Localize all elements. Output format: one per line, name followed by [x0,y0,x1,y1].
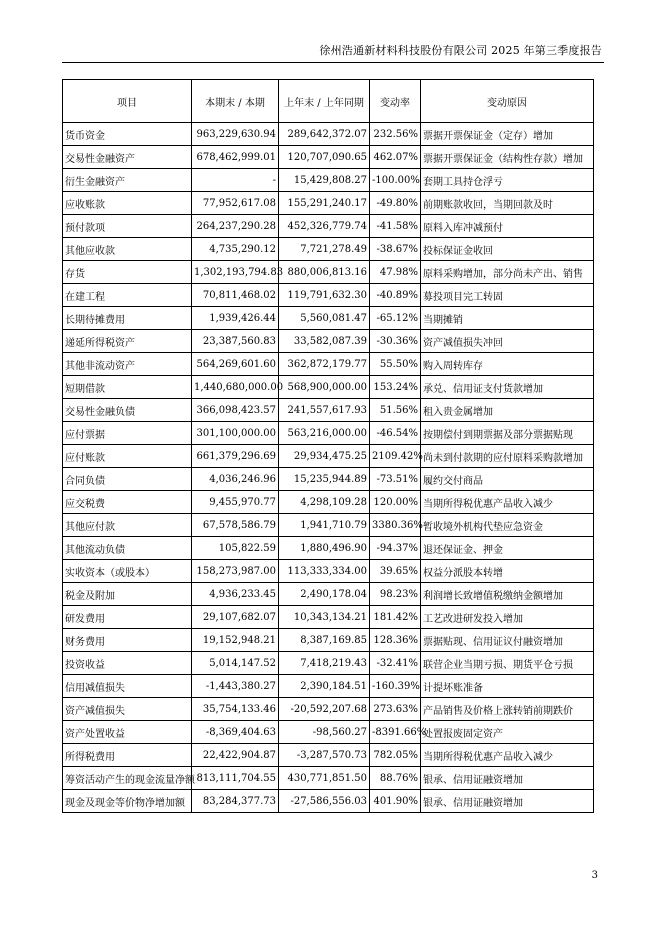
cell-current: 29,107,682.07 [192,606,279,629]
cell-prior: -98,560.27 [279,721,370,744]
table-header-row [63,80,594,123]
cell-reason: 工艺改进研发投入增加 [421,606,594,629]
financial-changes-table [62,79,594,813]
cell-prior: 29,934,475.25 [279,445,370,468]
table-row [63,422,594,445]
cell-prior: 33,582,087.39 [279,330,370,353]
column-header-item: 项目 [63,80,192,123]
cell-prior: 1,880,496.90 [279,537,370,560]
cell-prior: 155,291,240.17 [279,192,370,215]
cell-prior: 15,429,808.27 [279,169,370,192]
cell-reason: 购入周转库存 [421,353,594,376]
table-row [63,399,594,422]
cell-reason: 产品销售及价格上涨转销前期跌价 [421,698,594,721]
cell-reason: 利润增长致增值税缴纳金额增加 [421,583,594,606]
cell-current: 661,379,296.69 [192,445,279,468]
table-row [63,376,594,399]
table-row [63,123,594,146]
cell-prior: 7,418,219.43 [279,652,370,675]
cell-reason: 履约交付商品 [421,468,594,491]
cell-prior: -27,586,556.03 [279,790,370,813]
cell-current: -1,443,380.27 [192,675,279,698]
table-row [63,215,594,238]
cell-item: 其他应收款 [63,238,192,261]
cell-reason: 票据开票保证金（结构性存款）增加 [421,146,594,169]
table-row [63,238,594,261]
table-row [63,744,594,767]
cell-item: 预付款项 [63,215,192,238]
cell-change-rate: 2109.42% [370,445,421,468]
cell-reason: 募投项目完工转固 [421,284,594,307]
table-row [63,560,594,583]
cell-current: 301,100,000.00 [192,422,279,445]
cell-item: 信用减值损失 [63,675,192,698]
cell-item: 所得税费用 [63,744,192,767]
page-number: 3 [591,870,598,881]
cell-prior: 568,900,000.00 [279,376,370,399]
cell-current: 1,939,426.44 [192,307,279,330]
cell-prior: 241,557,617.93 [279,399,370,422]
table-row [63,606,594,629]
cell-item: 存货 [63,261,192,284]
table-row [63,445,594,468]
cell-reason: 暂收境外机构代垫应急资金 [421,514,594,537]
cell-change-rate: 782.05% [370,744,421,767]
table-body [63,123,594,813]
cell-item: 其他流动负债 [63,537,192,560]
cell-change-rate: 88.76% [370,767,421,790]
cell-change-rate: -65.12% [370,307,421,330]
cell-item: 交易性金融资产 [63,146,192,169]
cell-change-rate: 51.56% [370,399,421,422]
table-row [63,767,594,790]
cell-current: 158,273,987.00 [192,560,279,583]
cell-current: - [192,169,279,192]
cell-item: 应收账款 [63,192,192,215]
cell-change-rate: -40.89% [370,284,421,307]
table-row [63,192,594,215]
cell-item: 其他非流动资产 [63,353,192,376]
cell-current: 4,036,246.96 [192,468,279,491]
cell-item: 研发费用 [63,606,192,629]
cell-change-rate: 128.36% [370,629,421,652]
cell-change-rate: 55.50% [370,353,421,376]
cell-current: 1,440,680,000.00 [192,376,279,399]
cell-prior: 119,791,632.30 [279,284,370,307]
cell-item: 合同负债 [63,468,192,491]
cell-current: 813,111,704.55 [192,767,279,790]
column-header-change-rate: 变动率 [370,80,421,123]
cell-item: 长期待摊费用 [63,307,192,330]
cell-reason: 投标保证金收回 [421,238,594,261]
cell-reason: 按期偿付到期票据及部分票据贴现 [421,422,594,445]
cell-item: 资产减值损失 [63,698,192,721]
cell-change-rate: -30.36% [370,330,421,353]
cell-item: 现金及现金等价物净增加额 [63,790,192,813]
cell-current: 678,462,999.01 [192,146,279,169]
cell-prior: 880,006,813.16 [279,261,370,284]
cell-change-rate: 273.63% [370,698,421,721]
cell-change-rate: -94.37% [370,537,421,560]
cell-change-rate: 120.00% [370,491,421,514]
table-row [63,261,594,284]
table-row [63,353,594,376]
table-row [63,330,594,353]
cell-current: 22,422,904.87 [192,744,279,767]
header-rule [62,62,604,63]
cell-change-rate: 181.42% [370,606,421,629]
cell-current: 77,952,617.08 [192,192,279,215]
column-header-current: 本期末 / 本期 [192,80,279,123]
cell-prior: 5,560,081.47 [279,307,370,330]
cell-prior: 7,721,278.49 [279,238,370,261]
cell-prior: -20,592,207.68 [279,698,370,721]
cell-reason: 权益分派股本转增 [421,560,594,583]
cell-item: 实收资本（或股本） [63,560,192,583]
cell-current: 5,014,147.52 [192,652,279,675]
cell-prior: 289,642,372.07 [279,123,370,146]
cell-reason: 租入贵金属增加 [421,399,594,422]
cell-reason: 当期摊销 [421,307,594,330]
cell-current: 35,754,133.46 [192,698,279,721]
cell-item: 应交税费 [63,491,192,514]
cell-reason: 计提坏账准备 [421,675,594,698]
cell-prior: 10,343,134.21 [279,606,370,629]
cell-current: 70,811,468.02 [192,284,279,307]
cell-current: -8,369,404.63 [192,721,279,744]
cell-item: 资产处置收益 [63,721,192,744]
column-header-reason: 变动原因 [421,80,594,123]
cell-change-rate: -8391.66% [370,721,421,744]
cell-prior: 2,390,184.51 [279,675,370,698]
cell-current: 83,284,377.73 [192,790,279,813]
cell-reason: 票据贴现、信用证议付融资增加 [421,629,594,652]
cell-change-rate: 3380.36% [370,514,421,537]
cell-item: 交易性金融负债 [63,399,192,422]
table-row [63,169,594,192]
cell-current: 963,229,630.94 [192,123,279,146]
cell-item: 应付账款 [63,445,192,468]
cell-reason: 承兑、信用证支付货款增加 [421,376,594,399]
cell-prior: 362,872,179.77 [279,353,370,376]
cell-reason: 套期工具持仓浮亏 [421,169,594,192]
cell-item: 在建工程 [63,284,192,307]
cell-change-rate: 232.56% [370,123,421,146]
cell-prior: 452,326,779.74 [279,215,370,238]
cell-change-rate: -73.51% [370,468,421,491]
cell-prior: 4,298,109.28 [279,491,370,514]
table-row [63,698,594,721]
cell-prior: 15,235,944.89 [279,468,370,491]
cell-item: 递延所得税资产 [63,330,192,353]
table-row [63,468,594,491]
cell-change-rate: -49.80% [370,192,421,215]
cell-item: 货币资金 [63,123,192,146]
cell-reason: 银承、信用证融资增加 [421,790,594,813]
column-header-prior: 上年末 / 上年同期 [279,80,370,123]
cell-current: 564,269,601.60 [192,353,279,376]
cell-prior: 2,490,178.04 [279,583,370,606]
cell-current: 9,455,970.77 [192,491,279,514]
cell-change-rate: -160.39% [370,675,421,698]
table-row [63,629,594,652]
cell-change-rate: -100.00% [370,169,421,192]
table-row [63,583,594,606]
cell-change-rate: 98.23% [370,583,421,606]
cell-prior: 1,941,710.79 [279,514,370,537]
cell-current: 23,387,560.83 [192,330,279,353]
cell-item: 短期借款 [63,376,192,399]
cell-prior: 113,333,334.00 [279,560,370,583]
cell-change-rate: -46.54% [370,422,421,445]
cell-reason: 资产减值损失冲回 [421,330,594,353]
cell-change-rate: 39.65% [370,560,421,583]
cell-change-rate: -38.67% [370,238,421,261]
cell-current: 4,936,233.45 [192,583,279,606]
cell-reason: 原料采购增加，部分尚未产出、销售 [421,261,594,284]
table-row [63,307,594,330]
cell-current: 1,302,193,794.83 [192,261,279,284]
cell-current: 19,152,948.21 [192,629,279,652]
cell-change-rate: 153.24% [370,376,421,399]
cell-change-rate: -41.58% [370,215,421,238]
cell-reason: 当期所得税优惠产品收入减少 [421,744,594,767]
cell-reason: 前期账款收回，当期回款及时 [421,192,594,215]
table-row [63,721,594,744]
cell-change-rate: 47.98% [370,261,421,284]
table-row [63,491,594,514]
cell-reason: 联营企业当期亏损、期货平仓亏损 [421,652,594,675]
cell-prior: 563,216,000.00 [279,422,370,445]
cell-item: 应付票据 [63,422,192,445]
table-row [63,790,594,813]
cell-prior: 120,707,090.65 [279,146,370,169]
cell-current: 67,578,586.79 [192,514,279,537]
cell-current: 105,822.59 [192,537,279,560]
cell-reason: 票据开票保证金（定存）增加 [421,123,594,146]
cell-prior: -3,287,570.73 [279,744,370,767]
document-header-title: 徐州浩通新材料科技股份有限公司 2025 年第三季度报告 [319,44,602,57]
table-row [63,675,594,698]
cell-item: 税金及附加 [63,583,192,606]
cell-reason: 处置报废固定资产 [421,721,594,744]
cell-reason: 原料入库冲减预付 [421,215,594,238]
cell-current: 4,735,290.12 [192,238,279,261]
cell-reason: 退还保证金、押金 [421,537,594,560]
cell-item: 衍生金融资产 [63,169,192,192]
table-row [63,284,594,307]
cell-reason: 当期所得税优惠产品收入减少 [421,491,594,514]
cell-current: 264,237,290.28 [192,215,279,238]
cell-reason: 尚未到付款期的应付原料采购款增加 [421,445,594,468]
cell-change-rate: 462.07% [370,146,421,169]
cell-change-rate: 401.90% [370,790,421,813]
table-row [63,514,594,537]
table-row [63,537,594,560]
cell-current: 366,098,423.57 [192,399,279,422]
cell-item: 财务费用 [63,629,192,652]
cell-change-rate: -32.41% [370,652,421,675]
cell-prior: 8,387,169.85 [279,629,370,652]
cell-item: 投资收益 [63,652,192,675]
cell-reason: 银承、信用证融资增加 [421,767,594,790]
cell-item: 其他应付款 [63,514,192,537]
cell-item: 筹资活动产生的现金流量净额 [63,767,192,790]
cell-prior: 430,771,851.50 [279,767,370,790]
table-row [63,652,594,675]
table-row [63,146,594,169]
